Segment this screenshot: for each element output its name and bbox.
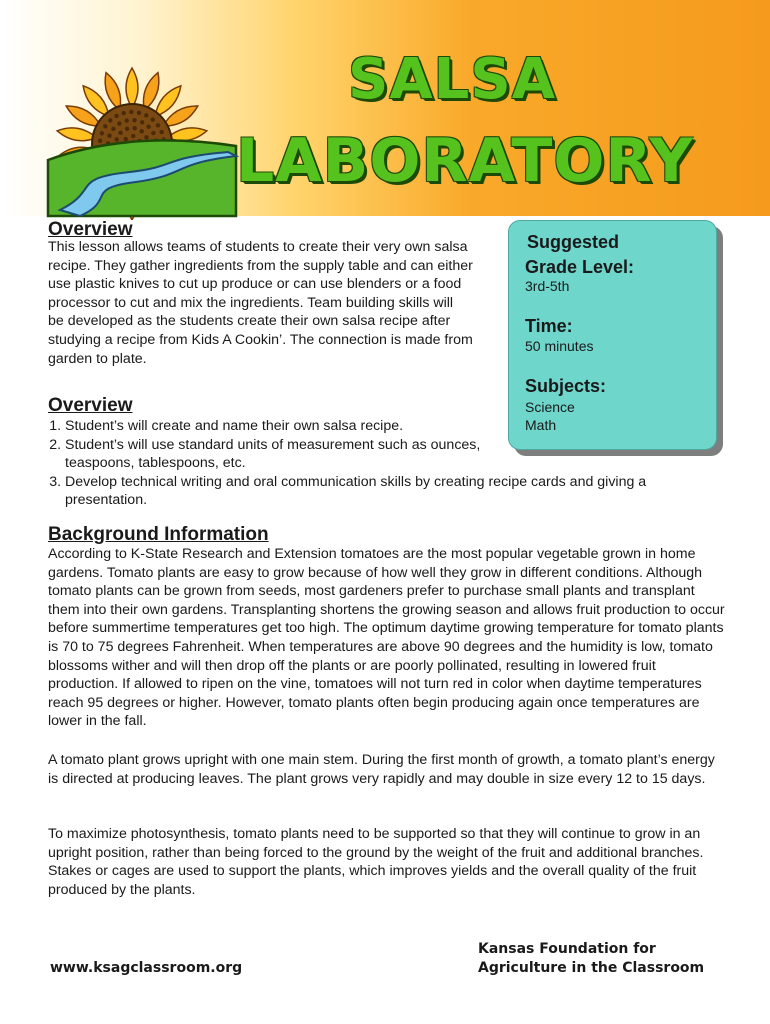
sunflower-seed (133, 126, 137, 130)
title-line-2: LABORATORY (236, 126, 694, 196)
overview-text (48, 238, 518, 368)
grade-heading-2: Grade Level: (525, 257, 635, 277)
sunflower-petal (126, 68, 138, 108)
sunflower-seed (114, 114, 118, 118)
sunflower-seed (131, 134, 135, 138)
website-link[interactable]: www.ksagclassroom.org (50, 960, 243, 976)
overview-heading: Overview (48, 219, 133, 240)
background-paragraph-3: To maximize photosynthesis, tomato plants need to be supported so that they will continue to grow in an upright position, rather than being forced to the ground by the weight of the fruit and additional branches. Stakes or cages are used to support the plants, which improves yields and the overall quality of the fruit produced by the plants. (48, 826, 704, 898)
sunflower-seed (117, 121, 121, 125)
overview-line: This lesson allows teams of students to create their very own salsa (48, 239, 468, 255)
title-line-1: SALSA (348, 47, 557, 112)
sunflower-seed (98, 139, 102, 143)
sunflower-seed (151, 117, 155, 121)
objective-item: 2. Student’s will use standard units of measurement such as ounces, teaspoons, tablespoons, etc. (65, 436, 505, 473)
sunflower-seed (103, 124, 107, 128)
overview-line: studying a recipe from Kids A Cookin’. The connection is made from (48, 331, 473, 348)
sunflower-seed (140, 129, 144, 133)
sunflower-seed (144, 135, 148, 139)
lesson-info-box (508, 220, 717, 450)
objectives-heading: Overview (48, 395, 133, 416)
subject-item: Science (525, 399, 575, 415)
sunflower-field-river-logo (40, 60, 260, 220)
time-value: 50 minutes (525, 338, 594, 354)
sunflower-seed (156, 123, 160, 127)
overview-line: garden to plate. (48, 350, 147, 367)
objectives-list (48, 417, 725, 510)
sunflower-seed (124, 118, 128, 122)
sunflower-seed (114, 137, 118, 141)
sunflower-seed (159, 130, 163, 134)
sunflower-seed (108, 118, 112, 122)
objective-item: 1. Student’s will create and name their own salsa recipe. (65, 417, 505, 436)
sunflower-seed (100, 131, 104, 135)
sunflower-seed (107, 133, 111, 137)
sunflower-seed (122, 111, 126, 115)
subjects-heading: Subjects: (525, 376, 607, 396)
overview-line: be developed as the students create their own salsa recipe after (48, 313, 451, 330)
sunflower-seed (132, 118, 136, 122)
background-paragraph-2: A tomato plant grows upright with one main stem. During the first month of growth, a tomato plant’s energy is directed at producing leaves. The plant grows very rapidly and may double in size every 12 to 15 days. (48, 752, 715, 787)
background-heading: Background Information (48, 524, 269, 545)
overview-line: use plastic knives to cut up produce or can use blenders or a food (48, 276, 462, 293)
sunflower-seed (144, 113, 148, 117)
overview-line: recipe. They gather ingredients from the supply table and can either (48, 257, 473, 274)
background-paragraph-1: According to K-State Research and Extension tomatoes are the most popular vegetable grown in home gardens. Tomato plants are easy to grow because of how well they grow in different conditions. Although tomato plants can be grown from seeds, most gardeners prefer to purchase small plants and transplant them into their own gardens. Transplanting shortens the growing season and allows fruit production to occur before summertime temperatures get too high. The optimum daytime growing temperature for tomato plants is 70 to 75 degrees Fahrenheit. When temperatures are above 90 degrees and the humidity is low, tomato blossoms wither and will then drop off the plants or are poorly pollinated, resulting in lowered fruit production. If allowed to ripen on the vine, tomatoes will not turn red in color when daytime temperatures reach 95 degrees or higher. However, tomato plants often begin producing again once temperatures are lower in the fall. (48, 546, 725, 730)
sunflower-seed (151, 131, 155, 135)
sunflower-seed (146, 125, 150, 129)
sunflower-seed (137, 111, 141, 115)
subject-item: Math (525, 417, 557, 433)
sunflower-seed (118, 131, 122, 135)
time-heading: Time: (525, 316, 573, 336)
sunflower-seed (111, 127, 115, 131)
objective-item: 3. Develop technical writing and oral communication skills by creating recipe cards and giving a presentation. (65, 473, 705, 510)
org-name-line-1: Kansas Foundation for (478, 941, 656, 957)
sunflower-seed (125, 127, 129, 131)
org-name (478, 940, 704, 978)
sunflower-seed (124, 137, 128, 141)
sunflower-seed (140, 120, 144, 124)
sunflower-seed (129, 110, 133, 114)
grade-heading-1: Suggested (527, 232, 620, 252)
org-name-line-2: Agriculture in the Classroom (478, 960, 705, 976)
overview-line: processor to cut and mix the ingredients. Team building skills will (48, 294, 454, 311)
grade-value: 3rd-5th (525, 278, 570, 294)
